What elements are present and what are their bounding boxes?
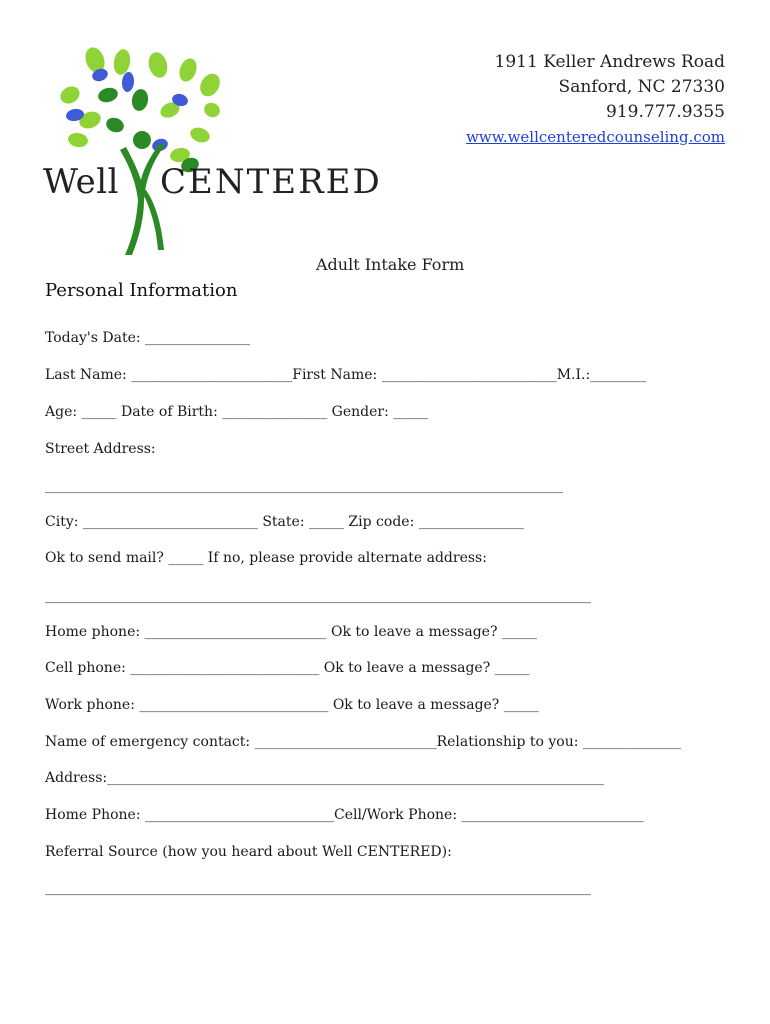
form-title: Adult Intake Form [316, 255, 465, 274]
address-street: 1911 Keller Andrews Road [494, 52, 725, 72]
well-centered-logo [40, 40, 420, 265]
emergency-address-field[interactable]: Address:_______________________________________________________________________ [45, 770, 605, 786]
street-address-field[interactable]: __________________________________________________________________________ [45, 478, 563, 494]
work-phone-field[interactable]: Work phone: ___________________________ Ok to leave a message? _____ [45, 697, 539, 713]
website-link[interactable]: www.wellcenteredcounseling.com [466, 128, 725, 146]
section-title: Personal Information [45, 280, 238, 301]
address-city: Sanford, NC 27330 [558, 77, 725, 97]
address-phone: 919.777.9355 [606, 102, 725, 122]
logo-text-well: Well [43, 162, 120, 202]
age-dob-gender-fields[interactable]: Age: _____ Date of Birth: _______________ Gender: _____ [45, 404, 429, 420]
referral-source-field[interactable]: ______________________________________________________________________________ [45, 880, 591, 896]
cell-phone-field[interactable]: Cell phone: ___________________________ Ok to leave a message? _____ [45, 660, 530, 676]
referral-source-label: Referral Source (how you heard about Well CENTERED): [45, 844, 452, 860]
alternate-address-field[interactable]: ______________________________________________________________________________ [45, 588, 591, 604]
practice-address [466, 50, 725, 150]
logo-text-centered: CENTERED [160, 162, 382, 202]
emergency-contact-field[interactable]: Name of emergency contact: __________________________Relationship to you: ______________ [45, 734, 681, 750]
street-address-label: Street Address: [45, 441, 156, 457]
name-fields[interactable]: Last Name: _______________________First Name: _________________________M.I.:________ [45, 367, 647, 383]
city-state-zip-fields[interactable]: City: _________________________ State: _____ Zip code: _______________ [45, 514, 524, 530]
emergency-phone-fields[interactable]: Home Phone: ___________________________Cell/Work Phone: __________________________ [45, 807, 644, 823]
home-phone-field[interactable]: Home phone: __________________________ Ok to leave a message? _____ [45, 624, 537, 640]
tree-logo-icon [40, 40, 420, 265]
todays-date-field[interactable]: Today's Date: _______________ [45, 330, 251, 346]
ok-to-send-mail-field[interactable]: Ok to send mail? _____ If no, please provide alternate address: [45, 550, 487, 566]
